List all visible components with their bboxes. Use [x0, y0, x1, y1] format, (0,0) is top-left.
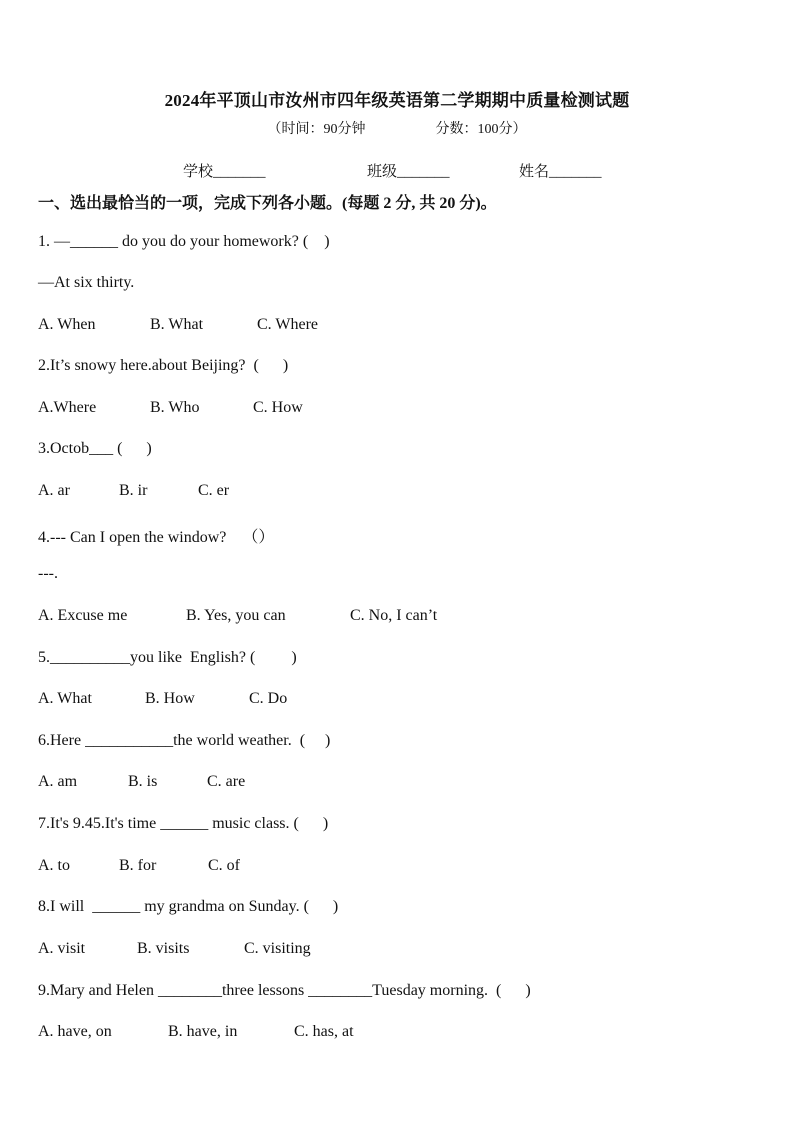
section-heading: 一、选出最恰当的一项，完成下列各小题。(每题 2 分, 共 20 分)。: [38, 195, 497, 212]
option-b: B. is: [128, 773, 158, 790]
option-a: A. have, on: [38, 1023, 112, 1040]
option-c: C. Do: [249, 690, 288, 707]
option-c: C. Where: [257, 316, 319, 333]
question-6-stem: 6.Here ___________the world weather. ( ): [38, 732, 331, 749]
option-c: C. er: [198, 482, 230, 499]
question-4-options: [38, 607, 437, 625]
option-b: B. ir: [119, 482, 148, 499]
option-b: B. visits: [137, 940, 190, 957]
question-7-options: [38, 857, 240, 875]
question-5-options: [38, 690, 287, 708]
option-a: A. Excuse me: [38, 607, 128, 624]
option-c: C. has, at: [294, 1023, 354, 1040]
question-6-options: [38, 773, 245, 791]
question-1-stem: 1. —______ do you do your homework? ( ): [38, 233, 330, 250]
option-b: B. Who: [150, 399, 200, 416]
option-c: C. No, I can’t: [350, 607, 438, 624]
question-3-stem: 3.Octob___ ( ): [38, 440, 152, 457]
question-1-options: [38, 316, 318, 334]
question-9-stem: 9.Mary and Helen ________three lessons ________Tuesday morning. ( ): [38, 982, 531, 999]
option-a: A. to: [38, 857, 70, 874]
question-2-stem: 2.It’s snowy here.about Beijing? ( ): [38, 357, 289, 374]
name-field: 姓名_______: [519, 164, 602, 180]
question-4-answer-line: ---.: [38, 565, 58, 582]
option-a: A. What: [38, 690, 92, 707]
exam-time-score: （时间：90分钟 分数：100分）: [267, 122, 527, 137]
question-8-stem: 8.I will ______ my grandma on Sunday. ( ): [38, 898, 339, 915]
question-2-options: [38, 399, 303, 417]
question-4-stem: 4.--- Can I open the window? （）: [38, 529, 275, 546]
option-b: B. for: [119, 857, 157, 874]
option-b: B. How: [145, 690, 195, 707]
school-field: 学校_______: [183, 164, 266, 180]
question-7-stem: 7.It's 9.45.It's time ______ music class. ( ): [38, 815, 329, 832]
option-b: B. What: [150, 316, 204, 333]
option-a: A. When: [38, 316, 96, 333]
question-8-options: [38, 940, 311, 958]
option-a: A. am: [38, 773, 78, 790]
option-a: A. ar: [38, 482, 70, 499]
option-a: A.Where: [38, 399, 97, 416]
question-9-options: [38, 1023, 354, 1041]
page-title: 2024年平顶山市汝州市四年级英语第二学期期中质量检测试题: [164, 91, 630, 110]
option-b: B. have, in: [168, 1023, 238, 1040]
option-a: A. visit: [38, 940, 86, 957]
option-c: C. are: [207, 773, 246, 790]
question-5-stem: 5.__________you like English? ( ): [38, 649, 297, 666]
class-field: 班级_______: [367, 164, 450, 180]
option-b: B. Yes, you can: [186, 607, 286, 624]
option-c: C. How: [253, 399, 303, 416]
option-c: C. visiting: [244, 940, 311, 957]
option-c: C. of: [208, 857, 240, 874]
question-3-options: [38, 482, 229, 500]
question-1-answer-line: —At six thirty.: [38, 274, 135, 291]
